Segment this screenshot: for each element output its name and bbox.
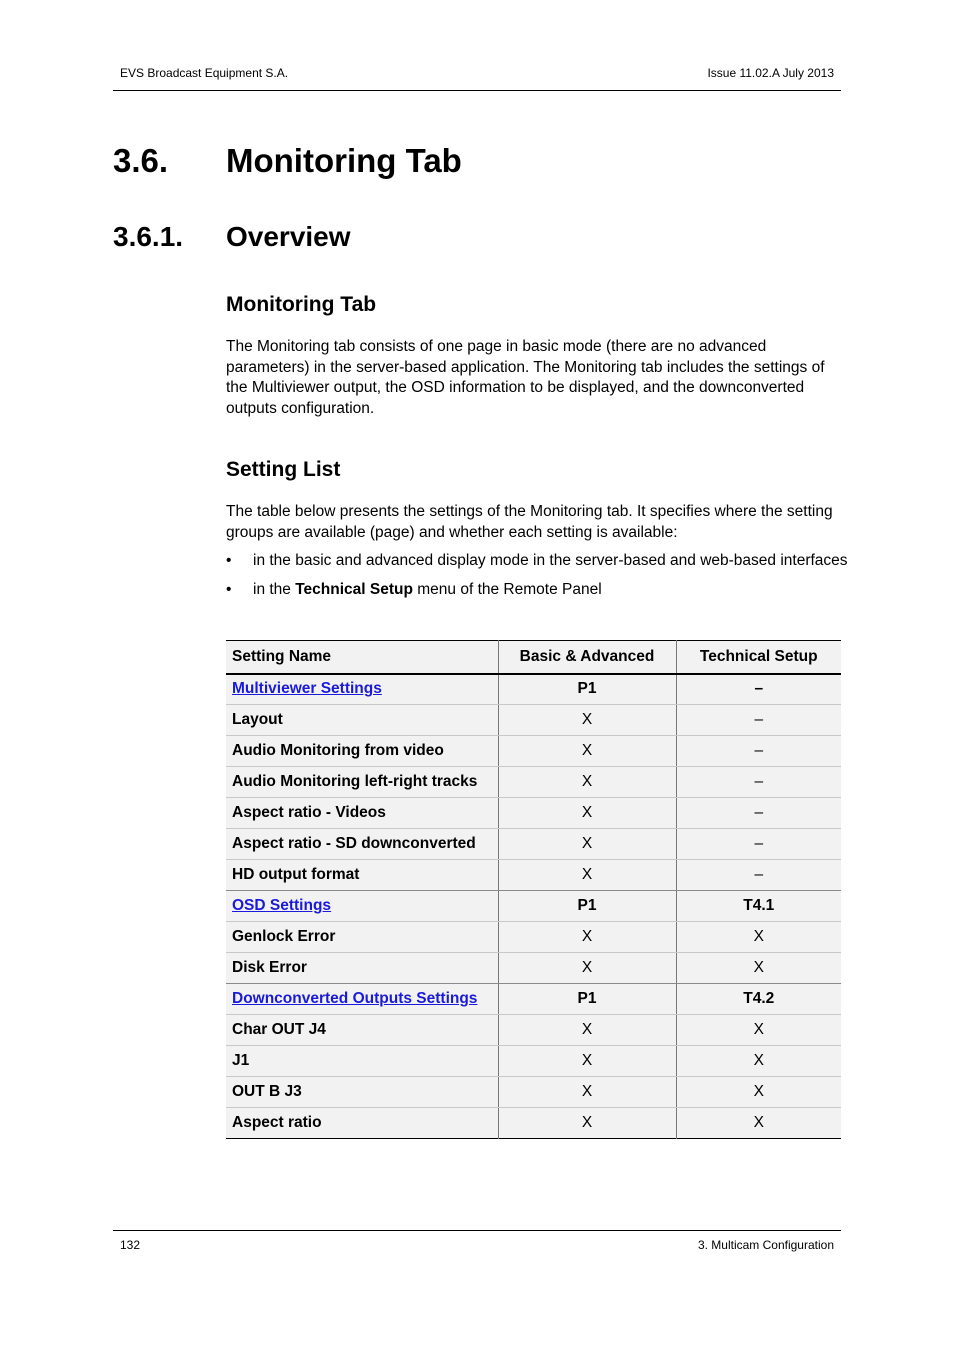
cell-setting-name — [226, 674, 498, 705]
cell-setting-name: Audio Monitoring from video — [226, 736, 498, 767]
cell-basic-advanced: X — [498, 860, 676, 891]
cell-technical-setup: X — [676, 953, 841, 984]
cell-basic-advanced: X — [498, 1108, 676, 1139]
subsection-heading — [113, 219, 351, 255]
cell-basic-advanced: P1 — [498, 891, 676, 922]
cell-technical-setup: – — [676, 829, 841, 860]
cell-setting-name: Audio Monitoring left-right tracks — [226, 767, 498, 798]
cell-basic-advanced: X — [498, 1046, 676, 1077]
table-header-row — [226, 641, 841, 674]
section-number: 3.6. — [113, 142, 169, 179]
table-row — [226, 922, 841, 953]
table-row — [226, 1077, 841, 1108]
cell-basic-advanced: X — [498, 736, 676, 767]
header-issue: Issue 11.02.A July 2013 — [707, 66, 834, 80]
cell-setting-name: Disk Error — [226, 953, 498, 984]
cell-technical-setup: – — [676, 674, 841, 705]
table-row — [226, 1108, 841, 1139]
footer-chapter: 3. Multicam Configuration — [697, 1238, 834, 1252]
setting-group-link[interactable]: Multiviewer Settings — [232, 680, 382, 698]
cell-basic-advanced: X — [498, 922, 676, 953]
cell-technical-setup: X — [676, 1077, 841, 1108]
settings-table — [226, 640, 841, 1139]
cell-setting-name: Aspect ratio - SD downconverted — [226, 829, 498, 860]
cell-setting-name: OUT B J3 — [226, 1077, 498, 1108]
bullet-marker: • — [226, 552, 232, 569]
bullet-text: in the Technical Setup menu of the Remote Panel — [253, 581, 602, 598]
table-row — [226, 767, 841, 798]
table-row — [226, 736, 841, 767]
column-header-basic-advanced: Basic & Advanced — [498, 641, 676, 674]
cell-basic-advanced: X — [498, 1077, 676, 1108]
header-company: EVS Broadcast Equipment S.A. — [120, 66, 289, 80]
cell-basic-advanced: X — [498, 829, 676, 860]
cell-basic-advanced: X — [498, 798, 676, 829]
cell-basic-advanced: X — [498, 953, 676, 984]
page-number: 132 — [120, 1238, 141, 1252]
cell-basic-advanced: P1 — [498, 984, 676, 1015]
table-row — [226, 891, 841, 922]
bullet-marker: • — [226, 581, 232, 598]
cell-technical-setup: T4.1 — [676, 891, 841, 922]
page-footer — [113, 1230, 841, 1252]
table-row — [226, 705, 841, 736]
cell-setting-name: Aspect ratio — [226, 1108, 498, 1139]
cell-technical-setup: X — [676, 922, 841, 953]
monitoring-tab-paragraph: The Monitoring tab consists of one page in basic mode (there are no advanced parameters) in the server-based application. The Monitoring tab includes the settings of the Multiviewer output, the OSD information to be displayed, and the downconverted outputs configuration. — [226, 338, 825, 417]
section-heading — [113, 141, 462, 181]
table-row — [226, 953, 841, 984]
table-row — [226, 1046, 841, 1077]
cell-setting-name: Genlock Error — [226, 922, 498, 953]
cell-technical-setup: X — [676, 1108, 841, 1139]
table-row — [226, 674, 841, 705]
subsection-number: 3.6.1. — [113, 221, 184, 252]
cell-technical-setup: T4.2 — [676, 984, 841, 1015]
cell-setting-name: Char OUT J4 — [226, 1015, 498, 1046]
technical-setup-emphasis: Technical Setup — [295, 581, 413, 598]
cell-technical-setup: – — [676, 767, 841, 798]
table-row — [226, 860, 841, 891]
cell-setting-name: Aspect ratio - Videos — [226, 798, 498, 829]
cell-basic-advanced: X — [498, 767, 676, 798]
monitoring-tab-heading: Monitoring Tab — [226, 293, 377, 316]
setting-list-heading: Setting List — [226, 458, 341, 481]
section-title: Monitoring Tab — [226, 142, 462, 179]
cell-technical-setup: – — [676, 705, 841, 736]
cell-basic-advanced: X — [498, 705, 676, 736]
cell-technical-setup: X — [676, 1046, 841, 1077]
cell-setting-name: Layout — [226, 705, 498, 736]
cell-setting-name: HD output format — [226, 860, 498, 891]
cell-technical-setup: – — [676, 860, 841, 891]
table-row — [226, 798, 841, 829]
cell-technical-setup: – — [676, 736, 841, 767]
table-row — [226, 1015, 841, 1046]
cell-setting-name — [226, 984, 498, 1015]
cell-technical-setup: – — [676, 798, 841, 829]
setting-list-intro: The table below presents the settings of the Monitoring tab. It specifies where the setting groups are available (page) and whether each setting is available: — [226, 503, 833, 541]
column-header-technical-setup: Technical Setup — [676, 641, 841, 674]
setting-group-link[interactable]: OSD Settings — [232, 897, 332, 914]
table-body — [226, 674, 841, 1139]
cell-setting-name: J1 — [226, 1046, 498, 1077]
column-header-setting-name: Setting Name — [226, 641, 498, 674]
cell-technical-setup: X — [676, 1015, 841, 1046]
cell-basic-advanced: X — [498, 1015, 676, 1046]
subsection-title: Overview — [226, 221, 351, 252]
table-row — [226, 829, 841, 860]
setting-group-link[interactable]: Downconverted Outputs Settings — [232, 990, 478, 1007]
cell-setting-name — [226, 891, 498, 922]
page-header — [113, 66, 841, 91]
cell-basic-advanced: P1 — [498, 674, 676, 705]
table-row — [226, 984, 841, 1015]
bullet-text: in the basic and advanced display mode in the server-based and web-based interfaces — [253, 552, 848, 569]
